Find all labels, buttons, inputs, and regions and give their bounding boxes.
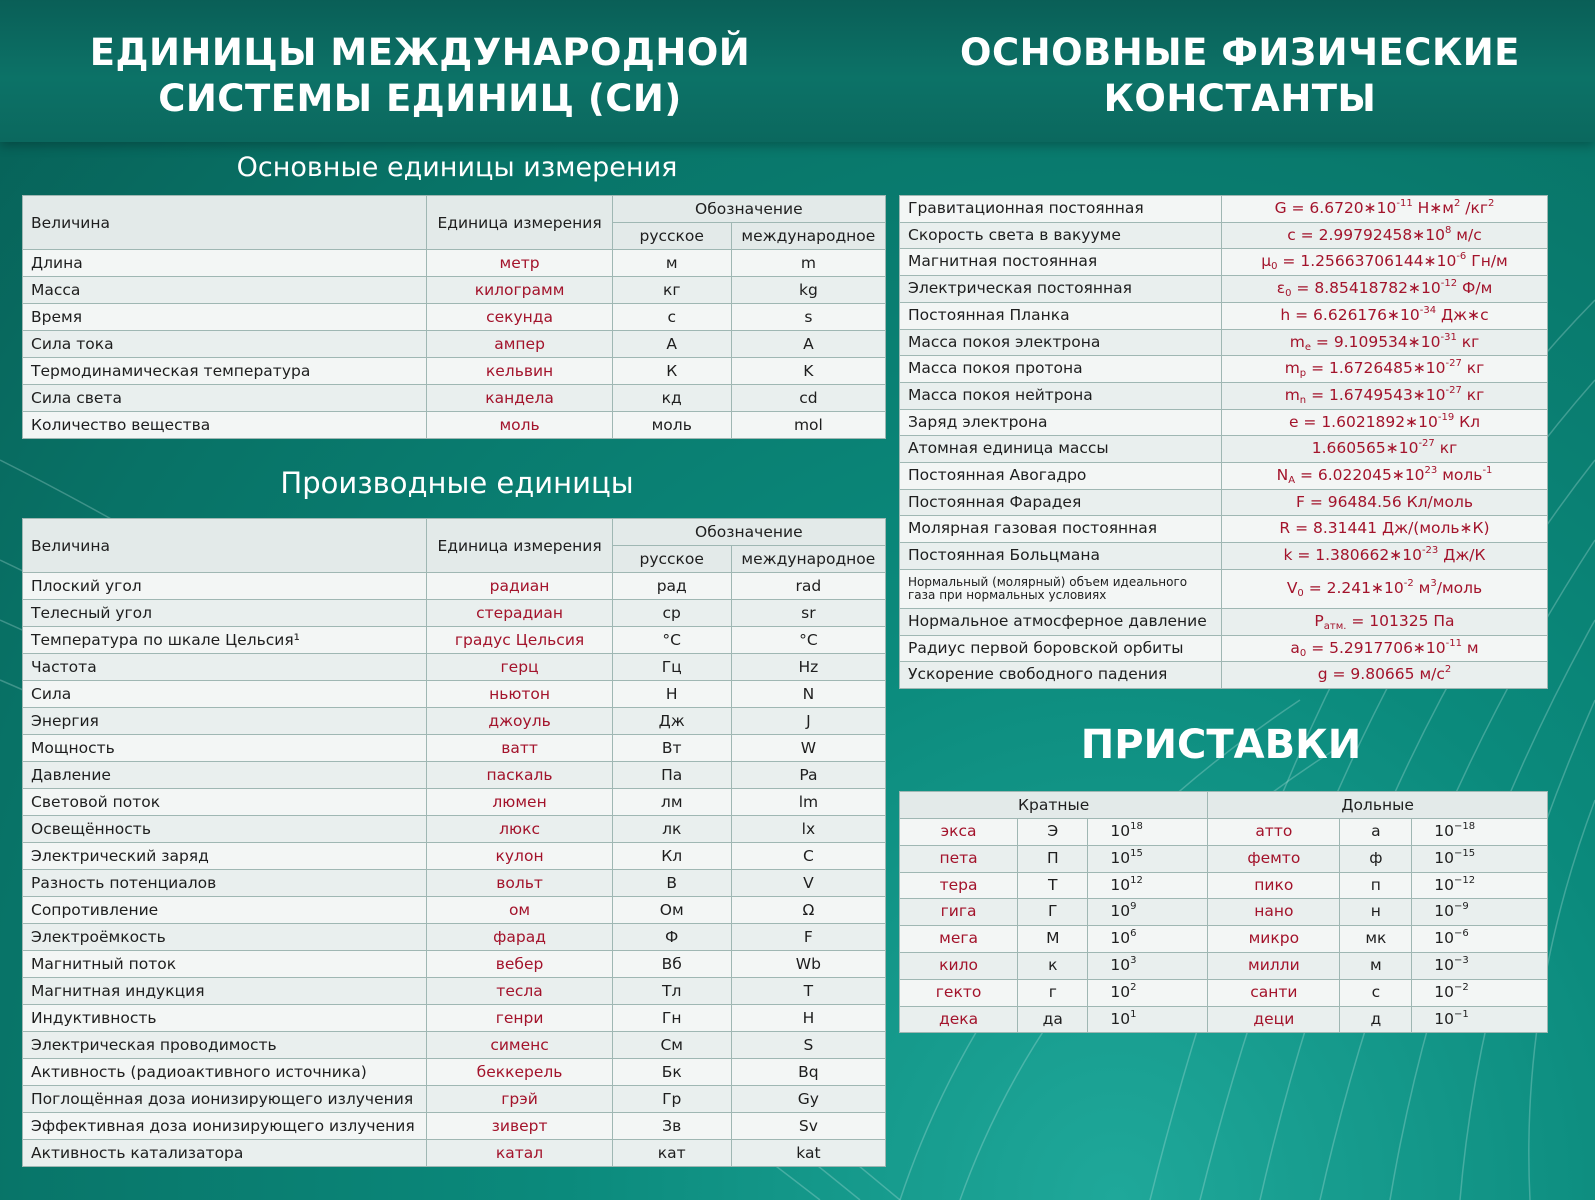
russian-symbol-cell: с xyxy=(612,304,731,331)
constant-value-cell: $m_n$ = $1.6749543∗10^{-27}$ кг xyxy=(1222,382,1548,409)
constant-name-cell: Постоянная Фарадея xyxy=(900,489,1222,516)
russian-symbol-cell: Гн xyxy=(612,1005,731,1032)
unit-name-cell: катал xyxy=(427,1140,612,1167)
constant-value-cell: $V_0$ = $2.241∗10^{-2}$ $м^3$/моль xyxy=(1222,569,1548,608)
derived-units-table xyxy=(22,518,886,1167)
unit-name-cell: зиверт xyxy=(427,1113,612,1140)
constant-value-cell: $k = 1.380662∗10^{-23}$ Дж/К xyxy=(1222,543,1548,570)
fractional-prefix-power: $10^{-1}$ xyxy=(1412,1006,1548,1033)
unit-name-cell: кулон xyxy=(427,843,612,870)
international-symbol-cell: S xyxy=(731,1032,885,1059)
derived-units-heading: Производные единицы xyxy=(280,466,634,500)
prefix-row xyxy=(900,899,1548,926)
russian-symbol-cell: Зв xyxy=(612,1113,731,1140)
constant-name-cell: Нормальное атмосферное давление xyxy=(900,608,1222,635)
prefixes-heading: ПРИСТАВКИ xyxy=(1080,722,1362,768)
fractional-prefix-power: $10^{-3}$ xyxy=(1412,952,1548,979)
multiple-prefix-symbol: Г xyxy=(1018,899,1088,926)
fractional-prefix-power: $10^{-6}$ xyxy=(1412,926,1548,953)
quantity-cell: Время xyxy=(23,304,427,331)
unit-name-cell: метр xyxy=(427,250,612,277)
fractional-prefix-power: $10^{-12}$ xyxy=(1412,872,1548,899)
fractional-prefix-symbol: а xyxy=(1340,819,1412,846)
russian-symbol-cell: Бк xyxy=(612,1059,731,1086)
fractional-prefix-name: санти xyxy=(1208,979,1340,1006)
constant-name-cell: Постоянная Планка xyxy=(900,302,1222,329)
quantity-cell: Электрический заряд xyxy=(23,843,427,870)
unit-name-cell: люкс xyxy=(427,816,612,843)
constant-row xyxy=(900,249,1548,276)
unit-name-cell: градус Цельсия xyxy=(427,627,612,654)
constant-value-cell: $a_0$ = $5.2917706∗10^{-11}$ м xyxy=(1222,635,1548,662)
quantity-cell: Сила света xyxy=(23,385,427,412)
constant-row xyxy=(900,409,1548,436)
multiple-prefix-symbol: М xyxy=(1018,926,1088,953)
international-symbol-cell: sr xyxy=(731,600,885,627)
quantity-cell: Сила тока xyxy=(23,331,427,358)
table-row xyxy=(23,708,886,735)
quantity-cell: Телесный угол xyxy=(23,600,427,627)
constant-row xyxy=(900,489,1548,516)
constants-title-line-2: КОНСТАНТЫ xyxy=(1103,77,1377,120)
table-row xyxy=(23,951,886,978)
prefix-row xyxy=(900,845,1548,872)
unit-name-cell: вебер xyxy=(427,951,612,978)
table-row xyxy=(23,277,886,304)
quantity-cell: Магнитная индукция xyxy=(23,978,427,1005)
constants-title-line-1: ОСНОВНЫЕ ФИЗИЧЕСКИЕ xyxy=(960,31,1520,74)
international-symbol-cell: A xyxy=(731,331,885,358)
unit-name-cell: генри xyxy=(427,1005,612,1032)
international-symbol-cell: Gy xyxy=(731,1086,885,1113)
multiple-prefix-symbol: да xyxy=(1018,1006,1088,1033)
unit-name-cell: ватт xyxy=(427,735,612,762)
table-row xyxy=(23,331,886,358)
unit-name-cell: беккерель xyxy=(427,1059,612,1086)
header-fractional: Дольные xyxy=(1208,792,1548,819)
multiple-prefix-power: $10^2$ xyxy=(1088,979,1208,1006)
constant-row xyxy=(900,329,1548,356)
unit-name-cell: фарад xyxy=(427,924,612,951)
header-international: международное xyxy=(731,223,885,250)
international-symbol-cell: Sv xyxy=(731,1113,885,1140)
multiple-prefix-symbol: г xyxy=(1018,979,1088,1006)
international-symbol-cell: m xyxy=(731,250,885,277)
fractional-prefix-power: $10^{-2}$ xyxy=(1412,979,1548,1006)
header-unit: Единица измерения xyxy=(427,519,612,573)
multiple-prefix-name: мега xyxy=(900,926,1018,953)
prefix-row xyxy=(900,979,1548,1006)
si-title-line-2: СИСТЕМЫ ЕДИНИЦ (СИ) xyxy=(158,77,682,120)
constant-name-cell: Нормальный (молярный) объем идеального газа при нормальных условиях xyxy=(900,569,1222,608)
russian-symbol-cell: Па xyxy=(612,762,731,789)
fractional-prefix-power: $10^{-9}$ xyxy=(1412,899,1548,926)
constant-row xyxy=(900,463,1548,490)
prefix-row xyxy=(900,952,1548,979)
international-symbol-cell: Hz xyxy=(731,654,885,681)
russian-symbol-cell: Гц xyxy=(612,654,731,681)
international-symbol-cell: N xyxy=(731,681,885,708)
fractional-prefix-symbol: п xyxy=(1340,872,1412,899)
header-banner xyxy=(0,0,1595,142)
quantity-cell: Мощность xyxy=(23,735,427,762)
russian-symbol-cell: Кл xyxy=(612,843,731,870)
table-row xyxy=(23,924,886,951)
quantity-cell: Световой поток xyxy=(23,789,427,816)
multiple-prefix-name: дека xyxy=(900,1006,1018,1033)
fractional-prefix-name: милли xyxy=(1208,952,1340,979)
header-multiple: Кратные xyxy=(900,792,1208,819)
physical-constants-table xyxy=(899,195,1548,689)
russian-symbol-cell: ср xyxy=(612,600,731,627)
header-international: международное xyxy=(731,546,885,573)
fractional-prefix-power: $10^{-18}$ xyxy=(1412,819,1548,846)
fractional-prefix-power: $10^{-15}$ xyxy=(1412,845,1548,872)
international-symbol-cell: cd xyxy=(731,385,885,412)
quantity-cell: Температура по шкале Цельсия¹ xyxy=(23,627,427,654)
international-symbol-cell: rad xyxy=(731,573,885,600)
multiple-prefix-name: гига xyxy=(900,899,1018,926)
multiple-prefix-power: $10^9$ xyxy=(1088,899,1208,926)
constant-value-cell: $m_p$ = $1.6726485∗10^{-27}$ кг xyxy=(1222,356,1548,383)
fractional-prefix-name: атто xyxy=(1208,819,1340,846)
constant-row xyxy=(900,569,1548,608)
constant-value-cell: g = 9.80665 $м/с^2$ xyxy=(1222,662,1548,689)
russian-symbol-cell: См xyxy=(612,1032,731,1059)
quantity-cell: Освещённость xyxy=(23,816,427,843)
russian-symbol-cell: рад xyxy=(612,573,731,600)
unit-name-cell: ампер xyxy=(427,331,612,358)
international-symbol-cell: Pa xyxy=(731,762,885,789)
table-row xyxy=(23,250,886,277)
quantity-cell: Давление xyxy=(23,762,427,789)
international-symbol-cell: s xyxy=(731,304,885,331)
header-unit: Единица измерения xyxy=(427,196,612,250)
table-row xyxy=(23,789,886,816)
table-row xyxy=(23,654,886,681)
unit-name-cell: секунда xyxy=(427,304,612,331)
constant-row xyxy=(900,635,1548,662)
fractional-prefix-name: деци xyxy=(1208,1006,1340,1033)
unit-name-cell: тесла xyxy=(427,978,612,1005)
table-row xyxy=(23,358,886,385)
constant-row xyxy=(900,516,1548,543)
unit-name-cell: стерадиан xyxy=(427,600,612,627)
table-row xyxy=(23,843,886,870)
russian-symbol-cell: кд xyxy=(612,385,731,412)
quantity-cell: Магнитный поток xyxy=(23,951,427,978)
unit-name-cell: сименс xyxy=(427,1032,612,1059)
quantity-cell: Активность катализатора xyxy=(23,1140,427,1167)
multiple-prefix-power: $10^3$ xyxy=(1088,952,1208,979)
unit-name-cell: кандела xyxy=(427,385,612,412)
multiple-prefix-name: кило xyxy=(900,952,1018,979)
unit-name-cell: джоуль xyxy=(427,708,612,735)
fractional-prefix-name: микро xyxy=(1208,926,1340,953)
international-symbol-cell: lx xyxy=(731,816,885,843)
quantity-cell: Сопротивление xyxy=(23,897,427,924)
quantity-cell: Частота xyxy=(23,654,427,681)
unit-name-cell: килограмм xyxy=(427,277,612,304)
russian-symbol-cell: Н xyxy=(612,681,731,708)
table-row xyxy=(23,1113,886,1140)
quantity-cell: Эффективная доза ионизирующего излучения xyxy=(23,1113,427,1140)
constant-value-cell: $N_A$ = $6.022045∗10^{23}$ моль$^{-1}$ xyxy=(1222,463,1548,490)
constant-value-cell: $h = 6.626176∗10^{-34}$ Дж∗с xyxy=(1222,302,1548,329)
multiple-prefix-symbol: Т xyxy=(1018,872,1088,899)
multiple-prefix-power: $10^{18}$ xyxy=(1088,819,1208,846)
international-symbol-cell: F xyxy=(731,924,885,951)
constant-row xyxy=(900,436,1548,463)
multiple-prefix-power: $10^1$ xyxy=(1088,1006,1208,1033)
russian-symbol-cell: Тл xyxy=(612,978,731,1005)
multiple-prefix-name: тера xyxy=(900,872,1018,899)
russian-symbol-cell: А xyxy=(612,331,731,358)
table-row xyxy=(23,1140,886,1167)
constant-value-cell: F = 96484.56 Кл/моль xyxy=(1222,489,1548,516)
header-quantity: Величина xyxy=(23,519,427,573)
constant-name-cell: Электрическая постоянная xyxy=(900,276,1222,303)
international-symbol-cell: Wb xyxy=(731,951,885,978)
international-symbol-cell: H xyxy=(731,1005,885,1032)
constant-name-cell: Постоянная Авогадро xyxy=(900,463,1222,490)
table-row xyxy=(23,897,886,924)
constant-name-cell: Скорость света в вакууме xyxy=(900,222,1222,249)
table-row xyxy=(23,870,886,897)
header-designation: Обозначение xyxy=(612,196,885,223)
russian-symbol-cell: кг xyxy=(612,277,731,304)
table-row xyxy=(23,600,886,627)
multiple-prefix-power: $10^{12}$ xyxy=(1088,872,1208,899)
quantity-cell: Активность (радиоактивного источника) xyxy=(23,1059,427,1086)
constants-title xyxy=(930,30,1550,122)
constant-row xyxy=(900,543,1548,570)
constant-row xyxy=(900,356,1548,383)
unit-name-cell: вольт xyxy=(427,870,612,897)
constant-name-cell: Масса покоя электрона xyxy=(900,329,1222,356)
constant-row xyxy=(900,382,1548,409)
table-row xyxy=(23,681,886,708)
fractional-prefix-symbol: м xyxy=(1340,952,1412,979)
header-designation: Обозначение xyxy=(612,519,885,546)
unit-name-cell: грэй xyxy=(427,1086,612,1113)
quantity-cell: Индуктивность xyxy=(23,1005,427,1032)
quantity-cell: Энергия xyxy=(23,708,427,735)
multiple-prefix-symbol: к xyxy=(1018,952,1088,979)
header-russian: русское xyxy=(612,546,731,573)
header-quantity: Величина xyxy=(23,196,427,250)
unit-name-cell: радиан xyxy=(427,573,612,600)
international-symbol-cell: Ω xyxy=(731,897,885,924)
fractional-prefix-symbol: д xyxy=(1340,1006,1412,1033)
constant-row xyxy=(900,276,1548,303)
constant-value-cell: $\mu_0$ = $1.25663706144∗10^{-6}$ Гн/м xyxy=(1222,249,1548,276)
international-symbol-cell: C xyxy=(731,843,885,870)
si-title-line-1: ЕДИНИЦЫ МЕЖДУНАРОДНОЙ xyxy=(89,31,751,74)
russian-symbol-cell: Ом xyxy=(612,897,731,924)
quantity-cell: Масса xyxy=(23,277,427,304)
constant-value-cell: $1.660565∗10^{-27}$ кг xyxy=(1222,436,1548,463)
russian-symbol-cell: В xyxy=(612,870,731,897)
constant-name-cell: Ускорение свободного падения xyxy=(900,662,1222,689)
quantity-cell: Электроёмкость xyxy=(23,924,427,951)
unit-name-cell: люмен xyxy=(427,789,612,816)
fractional-prefix-symbol: ф xyxy=(1340,845,1412,872)
unit-name-cell: паскаль xyxy=(427,762,612,789)
unit-name-cell: ньютон xyxy=(427,681,612,708)
quantity-cell: Количество вещества xyxy=(23,412,427,439)
table-row xyxy=(23,1059,886,1086)
russian-symbol-cell: лм xyxy=(612,789,731,816)
russian-symbol-cell: Дж xyxy=(612,708,731,735)
constant-value-cell: R = 8.31441 Дж/(моль∗К) xyxy=(1222,516,1548,543)
constant-name-cell: Гравитационная постоянная xyxy=(900,196,1222,223)
constant-name-cell: Масса покоя нейтрона xyxy=(900,382,1222,409)
table-row xyxy=(23,762,886,789)
constant-name-cell: Заряд электрона xyxy=(900,409,1222,436)
fractional-prefix-name: фемто xyxy=(1208,845,1340,872)
constant-value-cell: $P_{атм.} = 101325$ Па xyxy=(1222,608,1548,635)
russian-symbol-cell: Ф xyxy=(612,924,731,951)
constant-value-cell: $\varepsilon_0$ = $8.85418782∗10^{-12}$ Ф/м xyxy=(1222,276,1548,303)
fractional-prefix-symbol: с xyxy=(1340,979,1412,1006)
quantity-cell: Разность потенциалов xyxy=(23,870,427,897)
multiple-prefix-name: экса xyxy=(900,819,1018,846)
table-row xyxy=(23,1005,886,1032)
international-symbol-cell: kat xyxy=(731,1140,885,1167)
international-symbol-cell: kg xyxy=(731,277,885,304)
table-row xyxy=(23,735,886,762)
quantity-cell: Сила xyxy=(23,681,427,708)
multiple-prefix-name: пета xyxy=(900,845,1018,872)
base-units-table xyxy=(22,195,886,439)
quantity-cell: Электрическая проводимость xyxy=(23,1032,427,1059)
fractional-prefix-symbol: н xyxy=(1340,899,1412,926)
si-units-title xyxy=(40,30,800,122)
quantity-cell: Длина xyxy=(23,250,427,277)
constant-name-cell: Радиус первой боровской орбиты xyxy=(900,635,1222,662)
constant-row xyxy=(900,608,1548,635)
russian-symbol-cell: лк xyxy=(612,816,731,843)
constant-row xyxy=(900,196,1548,223)
international-symbol-cell: lm xyxy=(731,789,885,816)
table-row xyxy=(23,573,886,600)
constant-value-cell: $c = 2.99792458∗10^8$ м/с xyxy=(1222,222,1548,249)
multiple-prefix-power: $10^{15}$ xyxy=(1088,845,1208,872)
unit-name-cell: ом xyxy=(427,897,612,924)
constant-name-cell: Масса покоя протона xyxy=(900,356,1222,383)
constant-row xyxy=(900,662,1548,689)
international-symbol-cell: J xyxy=(731,708,885,735)
quantity-cell: Термодинамическая температура xyxy=(23,358,427,385)
table-row xyxy=(23,304,886,331)
constant-name-cell: Постоянная Больцмана xyxy=(900,543,1222,570)
constant-value-cell: $G = 6.6720∗10^{-11}$ $Н∗м^2$ $/кг^2$ xyxy=(1222,196,1548,223)
constant-name-cell: Атомная единица массы xyxy=(900,436,1222,463)
international-symbol-cell: °С xyxy=(731,627,885,654)
constant-value-cell: $e = 1.6021892∗10^{-19}$ Кл xyxy=(1222,409,1548,436)
table-row xyxy=(23,1032,886,1059)
quantity-cell: Плоский угол xyxy=(23,573,427,600)
fractional-prefix-symbol: мк xyxy=(1340,926,1412,953)
russian-symbol-cell: Вт xyxy=(612,735,731,762)
unit-name-cell: герц xyxy=(427,654,612,681)
prefix-row xyxy=(900,819,1548,846)
multiple-prefix-symbol: П xyxy=(1018,845,1088,872)
base-units-heading: Основные единицы измерения xyxy=(236,152,678,183)
constant-row xyxy=(900,222,1548,249)
table-row xyxy=(23,627,886,654)
prefix-row xyxy=(900,926,1548,953)
unit-name-cell: моль xyxy=(427,412,612,439)
russian-symbol-cell: моль xyxy=(612,412,731,439)
international-symbol-cell: W xyxy=(731,735,885,762)
international-symbol-cell: Bq xyxy=(731,1059,885,1086)
russian-symbol-cell: м xyxy=(612,250,731,277)
fractional-prefix-name: нано xyxy=(1208,899,1340,926)
international-symbol-cell: mol xyxy=(731,412,885,439)
russian-symbol-cell: кат xyxy=(612,1140,731,1167)
russian-symbol-cell: К xyxy=(612,358,731,385)
prefixes-table xyxy=(899,791,1548,1033)
russian-symbol-cell: Вб xyxy=(612,951,731,978)
international-symbol-cell: V xyxy=(731,870,885,897)
constant-name-cell: Магнитная постоянная xyxy=(900,249,1222,276)
constant-row xyxy=(900,302,1548,329)
multiple-prefix-name: гекто xyxy=(900,979,1018,1006)
fractional-prefix-name: пико xyxy=(1208,872,1340,899)
russian-symbol-cell: Гр xyxy=(612,1086,731,1113)
table-row xyxy=(23,1086,886,1113)
table-row xyxy=(23,412,886,439)
multiple-prefix-symbol: Э xyxy=(1018,819,1088,846)
russian-symbol-cell: °С xyxy=(612,627,731,654)
unit-name-cell: кельвин xyxy=(427,358,612,385)
international-symbol-cell: T xyxy=(731,978,885,1005)
table-row xyxy=(23,978,886,1005)
prefix-row xyxy=(900,872,1548,899)
constant-value-cell: $m_e$ = $9.109534∗10^{-31}$ кг xyxy=(1222,329,1548,356)
international-symbol-cell: K xyxy=(731,358,885,385)
table-row xyxy=(23,385,886,412)
constant-name-cell: Молярная газовая постоянная xyxy=(900,516,1222,543)
prefix-row xyxy=(900,1006,1548,1033)
table-row xyxy=(23,816,886,843)
multiple-prefix-power: $10^6$ xyxy=(1088,926,1208,953)
quantity-cell: Поглощённая доза ионизирующего излучения xyxy=(23,1086,427,1113)
header-russian: русское xyxy=(612,223,731,250)
